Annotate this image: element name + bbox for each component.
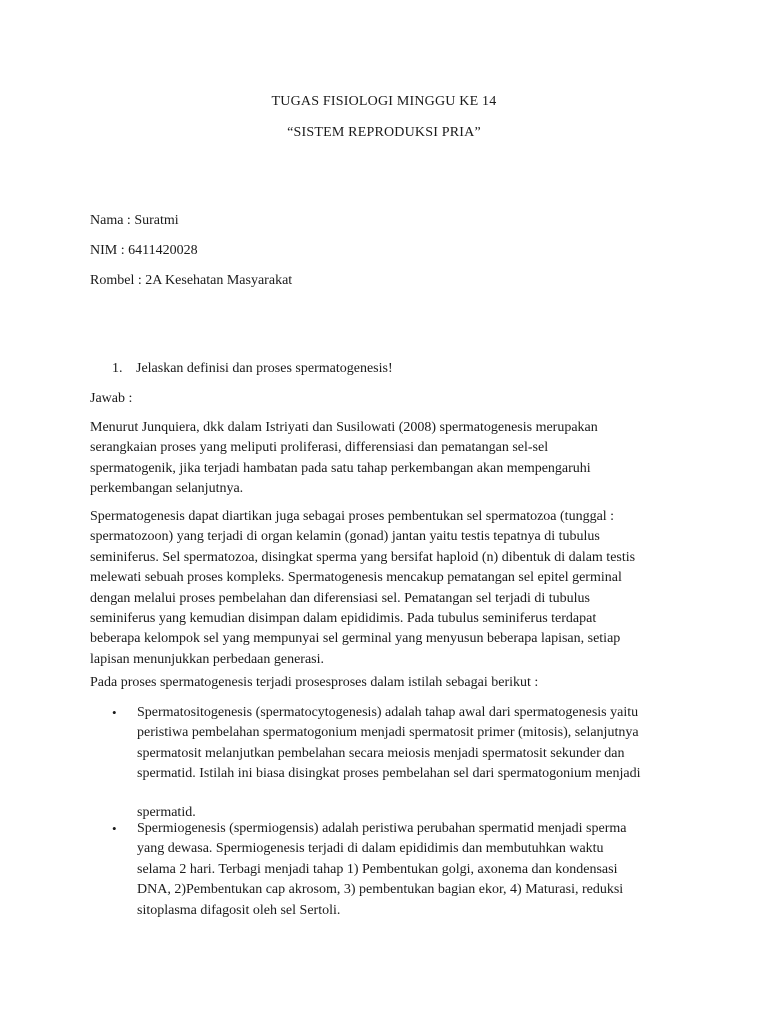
bullet-line: sitoplasma difagosit oleh sel Sertoli. xyxy=(137,902,341,918)
document-title: TUGAS FISIOLOGI MINGGU KE 14 xyxy=(271,94,497,109)
bullet-line: spermatid. xyxy=(137,804,196,820)
paragraph-3: Pada proses spermatogenesis terjadi prosesproses dalam istilah sebagai berikut : xyxy=(90,675,539,690)
paragraph-line: spermatogenik, jika terjadi hambatan pada satu tahap perkembangan akan mempengaruhi xyxy=(90,460,591,476)
bullet-line: yang dewasa. Spermiogenesis terjadi di dalam epididimis dan membutuhkan waktu xyxy=(137,841,604,857)
paragraph-2 xyxy=(90,507,680,670)
bullet-icon: • xyxy=(112,705,117,720)
bullet-text xyxy=(137,819,692,921)
answer-label: Jawab : xyxy=(90,391,133,406)
bullet-line: DNA, 2)Pembentukan cap akrosom, 3) pembentukan bagian ekor, 4) Maturasi, reduksi xyxy=(137,882,624,898)
identity-name: Nama : Suratmi xyxy=(90,213,179,228)
bullet-text xyxy=(137,703,692,823)
paragraph-line: beberapa kelompok sel yang mempunyai sel germinal yang menyusun beberapa lapisan, setiap xyxy=(90,631,621,647)
paragraph-line: perkembangan selanjutnya. xyxy=(90,481,244,497)
bullet-line: selama 2 hari. Terbagi menjadi tahap 1) Pembentukan golgi, axonema dan kondensasi xyxy=(137,861,618,877)
question-number: 1. xyxy=(112,361,123,376)
bullet-line: spermatosit melanjutkan pembelahan secara meiosis menjadi spermatosit sekunder dan xyxy=(137,745,625,761)
question-item xyxy=(112,359,393,379)
paragraph-line: spermatozoon) yang terjadi di organ kelamin (gonad) jantan yaitu testis tepatnya di tubulus xyxy=(90,529,600,545)
bullet-icon: • xyxy=(112,821,117,836)
paragraph-line: serangkaian proses yang meliputi proliferasi, differensiasi dan pematangan sel-sel xyxy=(90,440,549,456)
paragraph-1 xyxy=(90,418,680,500)
bullet-item-spermatositogenesis xyxy=(112,703,692,823)
paragraph-line: seminiferus yang kemudian disimpan dalam epididimis. Pada tubulus seminiferus terdapat xyxy=(90,611,597,627)
bullet-line: Spermatositogenesis (spermatocytogenesis) adalah tahap awal dari spermatogenesis yaitu xyxy=(137,705,639,720)
paragraph-line: Spermatogenesis dapat diartikan juga sebagai proses pembentukan sel spermatozoa (tunggal : xyxy=(90,509,615,524)
paragraph-line: melewati sebuah proses kompleks. Spermatogenesis mencakup pematangan sel epitel germinal xyxy=(90,570,622,586)
paragraph-line: seminiferus. Sel spermatozoa, disingkat sperma yang bersifat haploid (n) dibentuk di dalam testis xyxy=(90,549,636,565)
bullet-line: spermatid. Istilah ini biasa disingkat proses pembelahan sel dari spermatogonium menjadi xyxy=(137,766,641,782)
identity-rombel: Rombel : 2A Kesehatan Masyarakat xyxy=(90,273,293,288)
paragraph-line: dengan melalui proses pembelahan dan diferensiasi sel. Pematangan sel terjadi di tubulus xyxy=(90,590,590,606)
question-text: Jelaskan definisi dan proses spermatogenesis! xyxy=(136,361,393,376)
paragraph-line: lapisan menunjukkan perbedaan generasi. xyxy=(90,651,325,667)
bullet-line: Spermiogenesis (spermiogensis) adalah peristiwa perubahan spermatid menjadi sperma xyxy=(137,821,627,836)
document-subtitle: “SISTEM REPRODUKSI PRIA” xyxy=(287,125,481,140)
bullet-line: peristiwa pembelahan spermatogonium menjadi spermatosit primer (mitosis), selanjutnya xyxy=(137,725,639,741)
paragraph-line: Menurut Junquiera, dkk dalam Istriyati dan Susilowati (2008) spermatogenesis merupakan xyxy=(90,420,598,435)
identity-nim: NIM : 6411420028 xyxy=(90,243,198,258)
bullet-item-spermiogenesis xyxy=(112,819,692,929)
